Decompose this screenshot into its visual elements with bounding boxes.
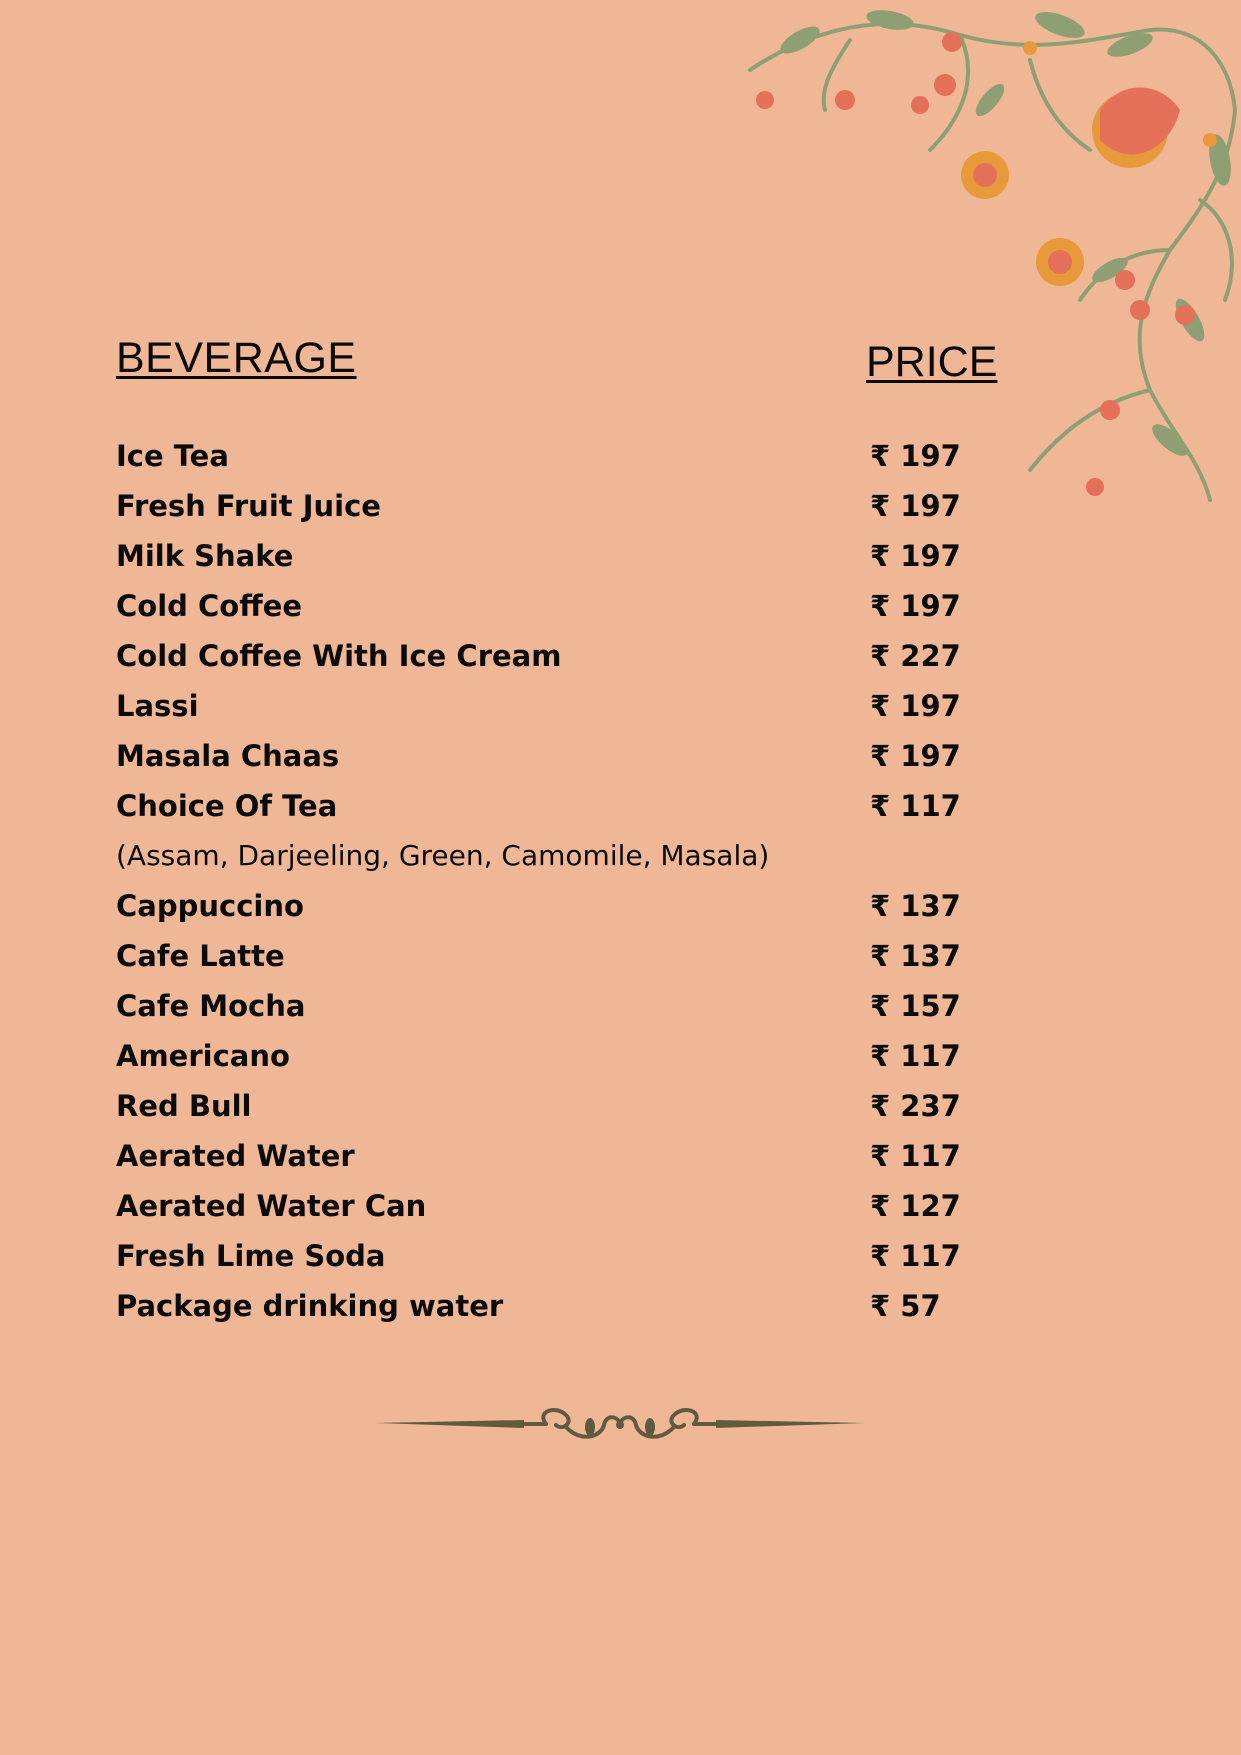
item-price: ₹ 57 [870, 1289, 941, 1323]
ornamental-divider [376, 1403, 864, 1447]
menu-item [116, 631, 1016, 681]
menu-item [116, 1081, 1016, 1131]
item-price: ₹ 197 [870, 439, 961, 473]
item-price: ₹ 127 [870, 1189, 961, 1223]
beverage-column-header: BEVERAGE [116, 334, 357, 382]
menu-item [116, 681, 1016, 731]
item-name: Package drinking water [116, 1289, 504, 1323]
item-name: Milk Shake [116, 539, 294, 573]
beverage-menu-list [116, 431, 1016, 1331]
item-price: ₹ 227 [870, 639, 961, 673]
item-name: Masala Chaas [116, 739, 340, 773]
menu-item [116, 431, 1016, 481]
menu-item [116, 781, 1016, 831]
item-name: Fresh Fruit Juice [116, 489, 381, 523]
item-price: ₹ 117 [870, 1239, 961, 1273]
item-price: ₹ 117 [870, 1139, 961, 1173]
item-price: ₹ 197 [870, 739, 961, 773]
item-price: ₹ 137 [870, 939, 961, 973]
item-price: ₹ 157 [870, 989, 961, 1023]
menu-item [116, 881, 1016, 931]
item-name: Lassi [116, 689, 199, 723]
item-name: Aerated Water [116, 1139, 355, 1173]
item-name: Cold Coffee With Ice Cream [116, 639, 562, 673]
item-name: Aerated Water Can [116, 1189, 427, 1223]
menu-item [116, 531, 1016, 581]
item-name: Cafe Mocha [116, 989, 306, 1023]
menu-item [116, 1231, 1016, 1281]
item-price: ₹ 197 [870, 539, 961, 573]
item-price: ₹ 237 [870, 1089, 961, 1123]
menu-item [116, 1131, 1016, 1181]
menu-item [116, 1281, 1016, 1331]
menu-item [116, 1031, 1016, 1081]
item-name: Red Bull [116, 1089, 252, 1123]
item-name: Fresh Lime Soda [116, 1239, 386, 1273]
item-price: ₹ 197 [870, 589, 961, 623]
item-name: Americano [116, 1039, 290, 1073]
menu-item [116, 581, 1016, 631]
item-price: ₹ 197 [870, 489, 961, 523]
item-name: Choice Of Tea [116, 789, 338, 823]
item-price: ₹ 197 [870, 689, 961, 723]
menu-item [116, 481, 1016, 531]
menu-item [116, 731, 1016, 781]
item-name: Cold Coffee [116, 589, 303, 623]
menu-item [116, 931, 1016, 981]
item-name: Cafe Latte [116, 939, 285, 973]
item-name: Ice Tea [116, 439, 229, 473]
tea-options-note: (Assam, Darjeeling, Green, Camomile, Masala) [116, 839, 770, 872]
item-name: Cappuccino [116, 889, 304, 923]
menu-item [116, 981, 1016, 1031]
price-column-header: PRICE [866, 338, 998, 386]
menu-item [116, 1181, 1016, 1231]
item-price: ₹ 137 [870, 889, 961, 923]
item-price: ₹ 117 [870, 789, 961, 823]
item-price: ₹ 117 [870, 1039, 961, 1073]
